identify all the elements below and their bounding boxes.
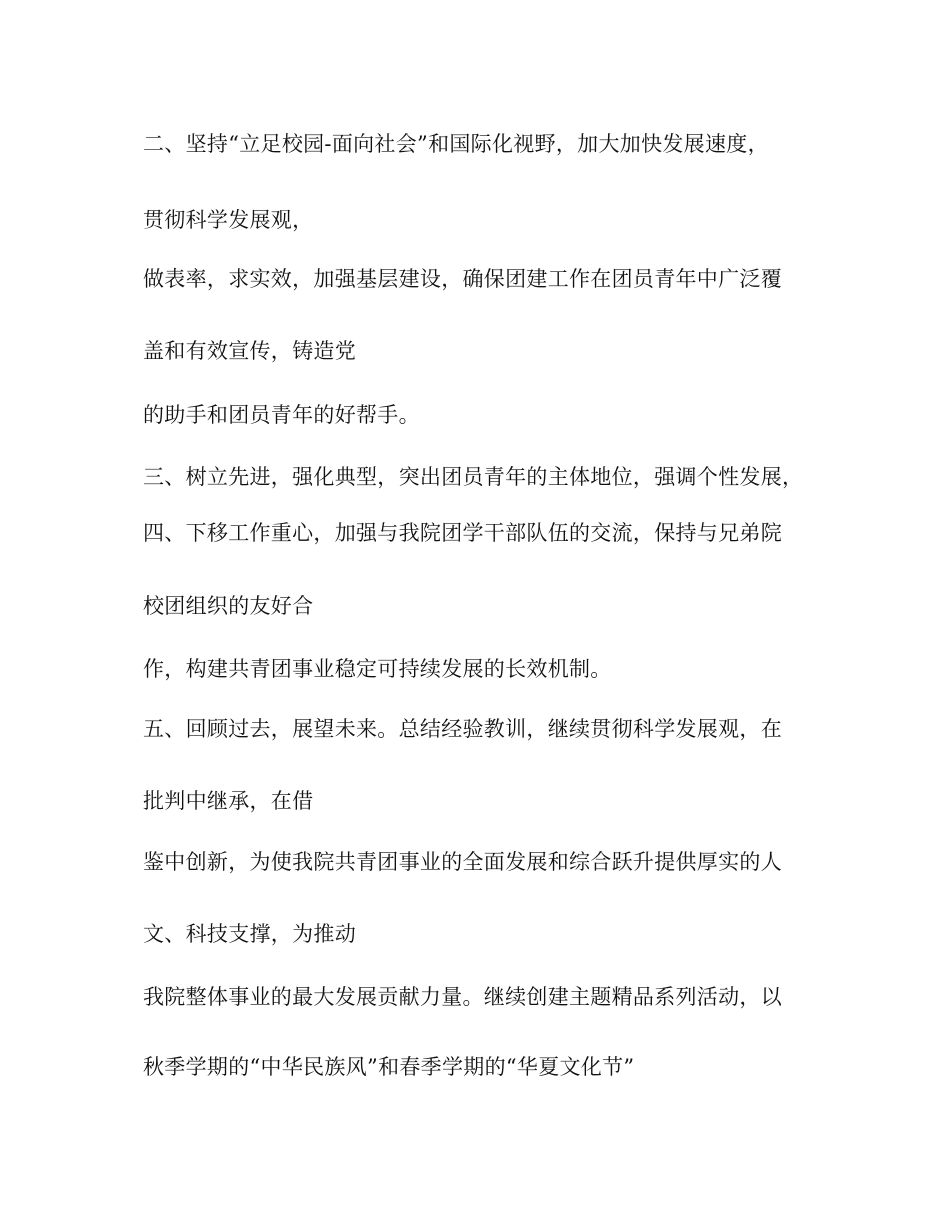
text-line: 盖和有效宣传，铸造党 — [143, 339, 356, 363]
text-line: 我院整体事业的最大发展贡献力量。继续创建主题精品系列活动，以 — [143, 985, 782, 1009]
text-line: 五、回顾过去，展望未来。总结经验教训，继续贯彻科学发展观，在 — [143, 717, 782, 741]
text-line: 二、坚持“立足校园-面向社会”和国际化视野，加大加快发展速度， — [143, 132, 769, 156]
text-line: 文、科技支撑，为推动 — [143, 922, 356, 946]
text-line: 秋季学期的“中华民族风”和春季学期的“华夏文化节” — [143, 1055, 635, 1079]
text-line: 做表率，求实效，加强基层建设，确保团建工作在团员青年中广泛覆 — [143, 267, 782, 291]
text-line: 批判中继承，在借 — [143, 789, 314, 813]
text-line: 贯彻科学发展观， — [143, 208, 314, 232]
text-line: 鉴中创新，为使我院共青团事业的全面发展和综合跃升提供厚实的人 — [143, 850, 782, 874]
text-line: 四、下移工作重心，加强与我院团学干部队伍的交流，保持与兄弟院 — [143, 521, 782, 545]
text-line: 三、树立先进，强化典型，突出团员青年的主体地位，强调个性发展， — [143, 465, 804, 489]
text-line: 作，构建共青团事业稳定可持续发展的长效机制。 — [143, 657, 612, 681]
text-line: 校团组织的友好合 — [143, 594, 314, 618]
text-line: 的助手和团员青年的好帮手。 — [143, 403, 420, 427]
